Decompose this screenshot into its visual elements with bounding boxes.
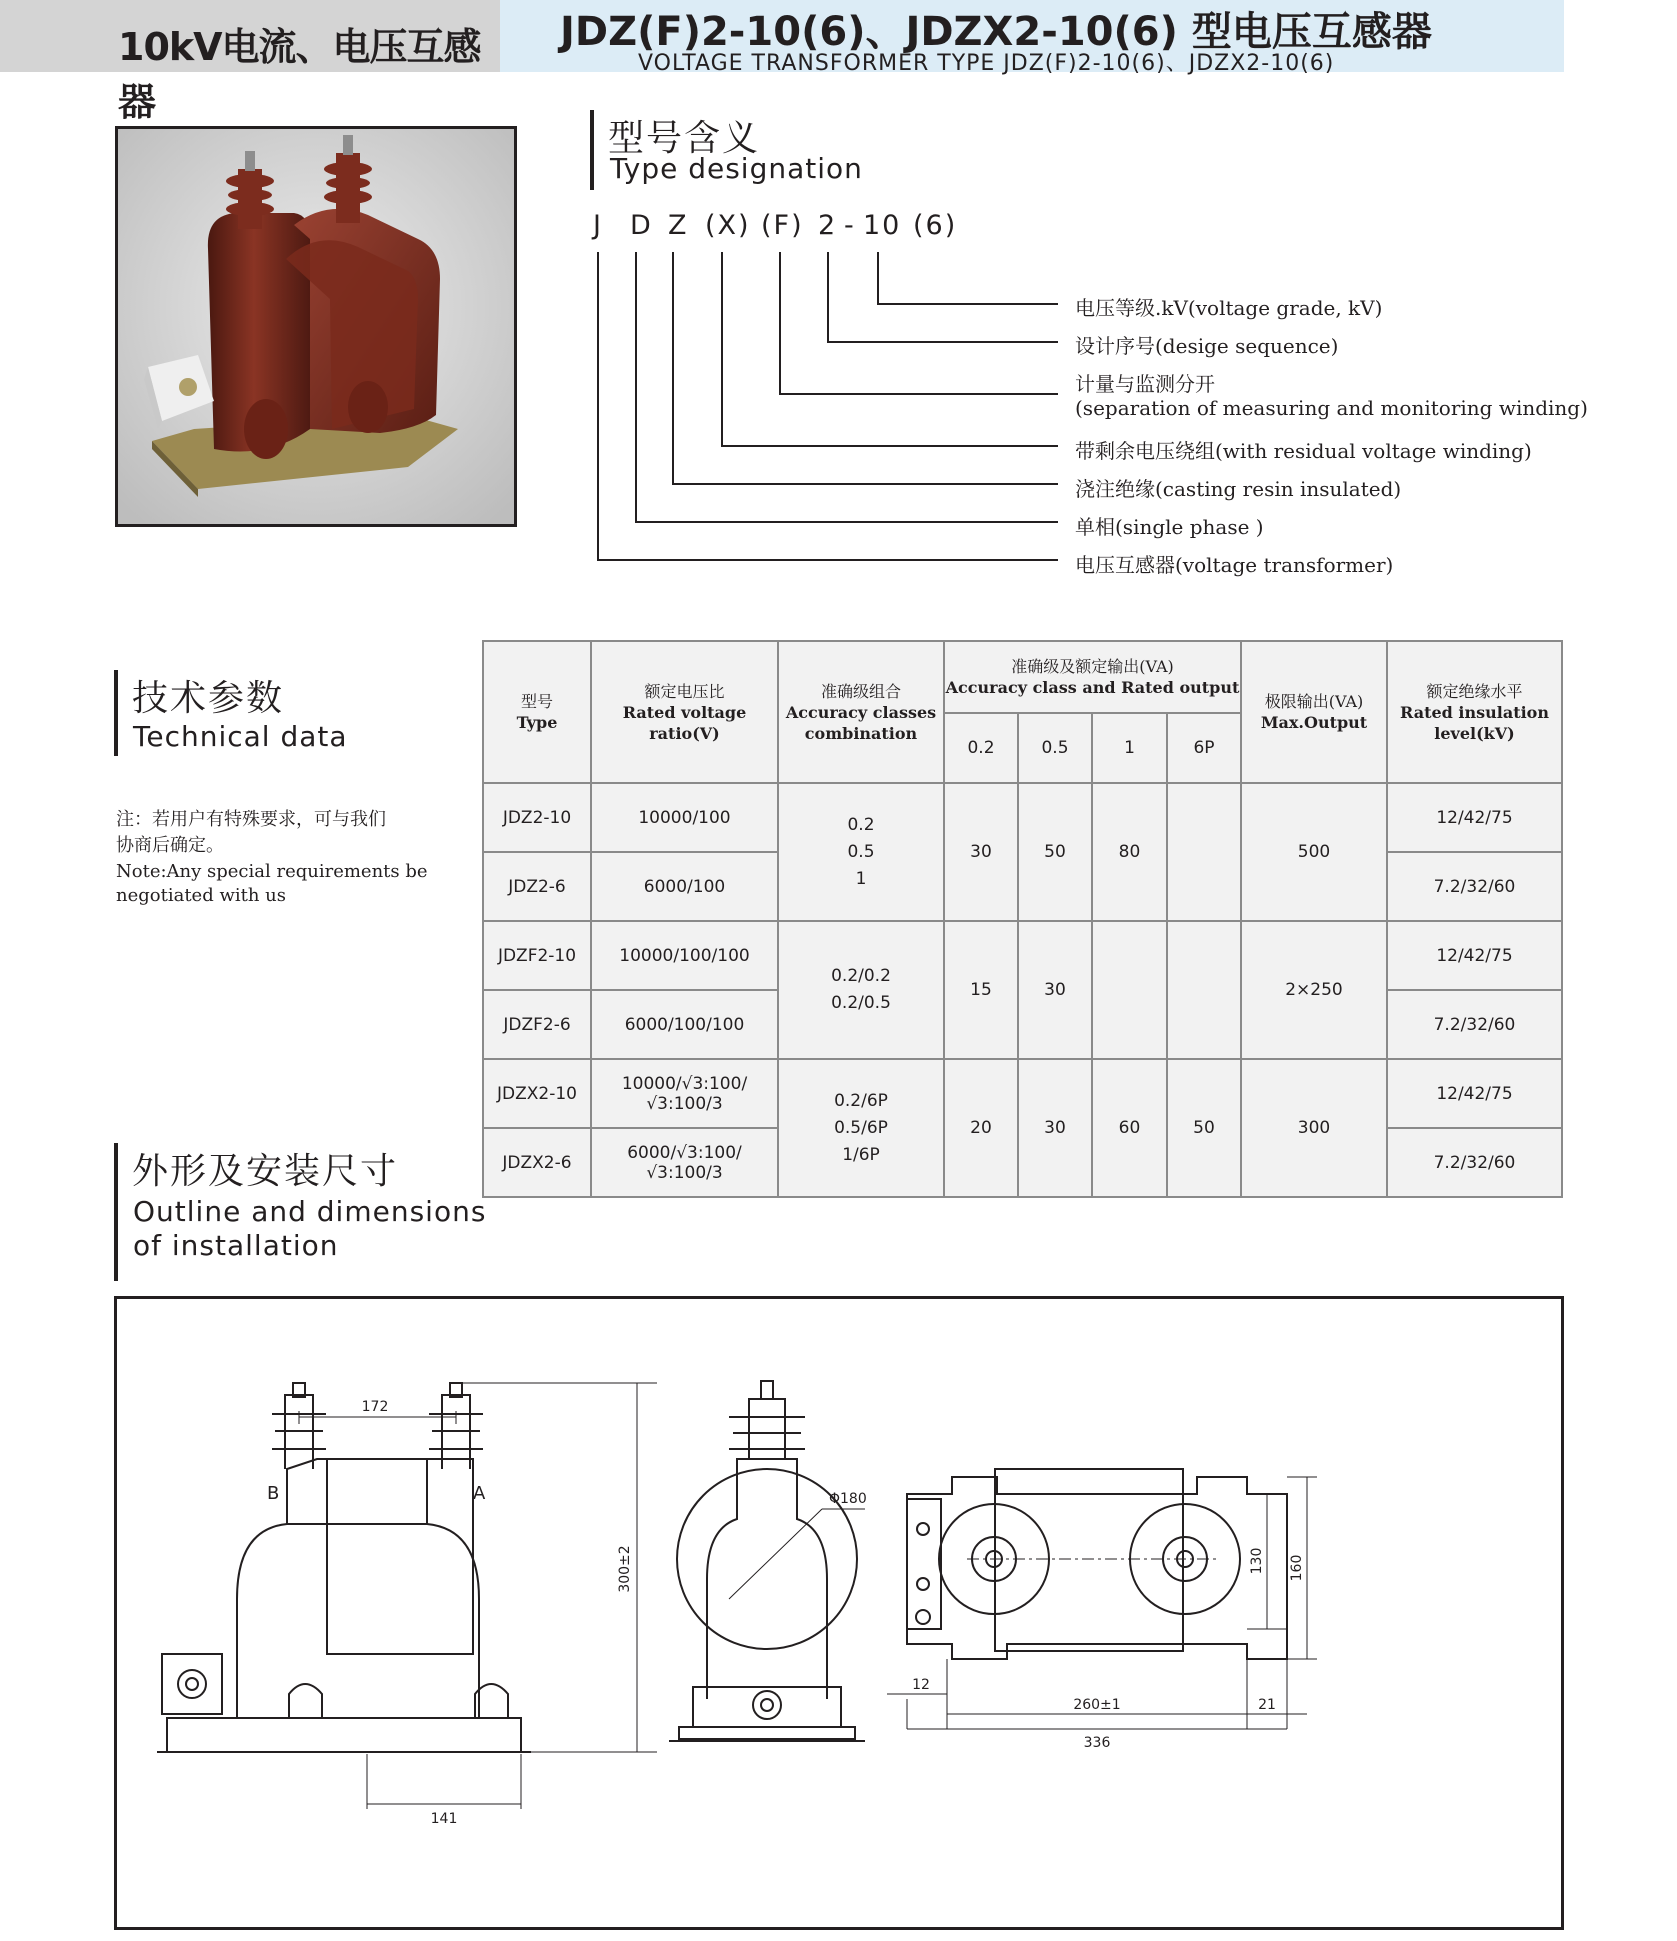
insulation-cell: 12/42/75 [1387,1059,1562,1128]
ratio-line: 10000/√3:100/ [621,1073,748,1094]
header-ratio [591,641,778,783]
ratio-cell: 6000/100/100 [591,990,778,1059]
legend-voltage-transformer-cn: 电压互感器 [1075,553,1175,577]
technical-data-heading-en: Technical data [133,720,348,753]
side-view [669,1381,865,1741]
code-2: 2 [818,210,838,241]
output-6p: 50 [1167,1059,1241,1197]
output-1 [1092,921,1167,1059]
voltage-transformer-photo-icon [118,129,514,524]
ratio-cell [591,1128,778,1197]
page-subtitle: VOLTAGE TRANSFORMER TYPE JDZ(F)2-10(6)、JDZX2-10(6) [638,51,1335,76]
acc-line: 0.5 [847,841,875,862]
legend-design-sequence-cn: 设计序号 [1075,334,1155,358]
header-ins-en2: level(kV) [1434,723,1515,743]
output-6p [1167,783,1241,921]
code-x: (X) [705,210,751,241]
outline-heading-en2: of installation [133,1229,339,1262]
technical-data-table [482,640,1563,1198]
legend-residual-winding [1075,435,1532,464]
code-dash: - [844,210,856,241]
legend-separation-en: (separation of measuring and monitoring winding) [1075,396,1588,420]
legend-residual-winding-en: (with residual voltage winding) [1215,439,1532,463]
insulation-cell: 12/42/75 [1387,783,1562,852]
dim-260: 260±1 [1073,1697,1121,1713]
terminal-label-b: B [267,1483,280,1504]
output-0-2: 20 [944,1059,1018,1197]
legend-voltage-grade [1075,292,1382,321]
legend-casting-resin [1075,473,1401,502]
header-acc-en1: Accuracy classes [785,702,937,722]
class-0-2: 0.2 [944,713,1018,783]
type-code [593,210,993,244]
legend-residual-winding-cn: 带剩余电压绕组 [1075,439,1215,463]
ratio-cell: 10000/100/100 [591,921,778,990]
header-out-en: Accuracy class and Rated output [945,678,1240,697]
legend-voltage-grade-en: (voltage grade, kV) [1187,296,1383,320]
table-row [483,783,1562,852]
header-max-output [1241,641,1387,783]
output-0-2: 30 [944,783,1018,921]
legend-single-phase [1075,511,1264,540]
class-6p: 6P [1167,713,1241,783]
type-cell: JDZ2-6 [483,852,591,921]
legend-casting-resin-cn: 浇注绝缘 [1075,477,1155,501]
dim-height: 300±2 [617,1545,633,1593]
accuracy-cell [778,1059,944,1197]
note-en-line1: Note:Any special requirements be [116,861,428,882]
dim-diameter: Φ180 [829,1491,867,1507]
header-type [483,641,591,783]
acc-line: 0.2 [847,814,875,835]
table-row [483,921,1562,990]
header-accuracy-combination [778,641,944,783]
dim-terminal-spacing: 172 [361,1399,389,1415]
type-cell: JDZF2-10 [483,921,591,990]
type-cell: JDZ2-10 [483,783,591,852]
output-0-5: 30 [1018,921,1092,1059]
max-output-cell: 500 [1241,783,1387,921]
front-view [157,1383,657,1809]
legend-separation-cn: 计量与监测分开 [1075,372,1215,396]
header-rated-output [944,641,1241,713]
header-ratio-en1: Rated voltage [622,702,747,722]
product-photo [115,126,517,527]
header-out-cn: 准确级及额定输出(VA) [1011,657,1174,676]
outline-drawing [117,1299,1561,1927]
max-output-cell: 300 [1241,1059,1387,1197]
acc-line: 0.5/6P [834,1117,888,1138]
legend-design-sequence-en: (desige sequence) [1155,334,1339,358]
header-ratio-en2: ratio(V) [649,723,720,743]
header-acc-cn: 准确级组合 [820,681,901,701]
output-0-5: 50 [1018,783,1092,921]
code-10: 10 [863,210,902,241]
dim-336: 336 [1083,1735,1111,1751]
accuracy-cell [778,783,944,921]
insulation-cell: 12/42/75 [1387,921,1562,990]
dim-160: 160 [1289,1554,1305,1582]
page-title: JDZ(F)2-10(6)、JDZX2-10(6) 型电压互感器 [560,9,1432,55]
header-ratio-cn: 额定电压比 [644,681,725,701]
acc-line: 0.2/6P [834,1090,888,1111]
type-designation-heading-cn: 型号含义 [608,118,761,159]
note-en-line2: negotiated with us [116,885,286,906]
insulation-cell: 7.2/32/60 [1387,1128,1562,1197]
type-cell: JDZX2-10 [483,1059,591,1128]
legend-voltage-transformer-en: (voltage transformer) [1175,553,1394,577]
technical-data-heading-cn: 技术参数 [132,678,285,719]
dim-12: 12 [912,1677,930,1693]
output-1: 60 [1092,1059,1167,1197]
legend-voltage-grade-cn: 电压等级.kV [1075,296,1188,320]
max-output-cell: 2×250 [1241,921,1387,1059]
header-max-cn: 极限输出(VA) [1264,692,1364,711]
ratio-line: 6000/√3:100/ [627,1142,742,1163]
code-j: J [593,210,603,241]
header-type-en: Type [516,713,558,732]
acc-line: 1/6P [842,1144,880,1165]
class-1: 1 [1092,713,1167,783]
acc-line: 0.2/0.2 [831,966,891,986]
note-cn-line2: 协商后确定。 [116,835,224,856]
ratio-cell: 6000/100 [591,852,778,921]
header-category: 10kV电流、电压互感器 [118,25,481,124]
outline-heading-en1: Outline and dimensions [133,1195,487,1228]
dim-130: 130 [1249,1547,1265,1575]
dim-21: 21 [1258,1697,1276,1713]
output-0-5: 30 [1018,1059,1092,1197]
legend-design-sequence [1075,330,1338,359]
dim-base-width: 141 [430,1811,458,1827]
outline-drawing-frame [114,1296,1564,1930]
legend-single-phase-en: (single phase ) [1115,515,1264,539]
header-category-band [0,0,500,124]
header-acc-en2: combination [804,723,918,743]
technical-data-bar [114,670,118,756]
header-type-cn: 型号 [520,692,553,711]
type-cell: JDZX2-6 [483,1128,591,1197]
terminal-label-a: A [473,1483,486,1504]
table-row [483,1059,1562,1128]
acc-line: 1 [855,868,867,889]
top-view [887,1469,1317,1729]
legend-casting-resin-en: (casting resin insulated) [1155,477,1402,501]
accuracy-cell [778,921,944,1059]
ratio-line: √3:100/3 [646,1093,723,1114]
header-insulation [1387,641,1562,783]
header-max-en: Max.Output [1260,713,1368,732]
insulation-cell: 7.2/32/60 [1387,990,1562,1059]
acc-line: 0.2/0.5 [831,993,891,1013]
type-cell: JDZF2-6 [483,990,591,1059]
code-z: Z [668,210,689,241]
insulation-cell: 7.2/32/60 [1387,852,1562,921]
output-6p [1167,921,1241,1059]
ratio-cell [591,1059,778,1128]
header-ins-cn: 额定绝缘水平 [1426,681,1523,701]
class-0-5: 0.5 [1018,713,1092,783]
type-designation-heading-en: Type designation [610,152,863,185]
code-6: (6) [913,210,958,241]
note-cn-line1: 注：若用户有特殊要求，可与我们 [116,809,386,830]
ratio-line: √3:100/3 [646,1162,723,1183]
type-designation-bar [590,110,594,190]
output-0-2: 15 [944,921,1018,1059]
code-d: D [630,210,653,241]
output-1: 80 [1092,783,1167,921]
code-f: (F) [761,210,804,241]
outline-bar [114,1143,118,1281]
ratio-cell: 10000/100 [591,783,778,852]
outline-heading-cn: 外形及安装尺寸 [132,1151,399,1192]
legend-voltage-transformer [1075,549,1393,578]
header-ins-en1: Rated insulation [1400,702,1549,722]
legend-single-phase-cn: 单相 [1075,515,1115,539]
